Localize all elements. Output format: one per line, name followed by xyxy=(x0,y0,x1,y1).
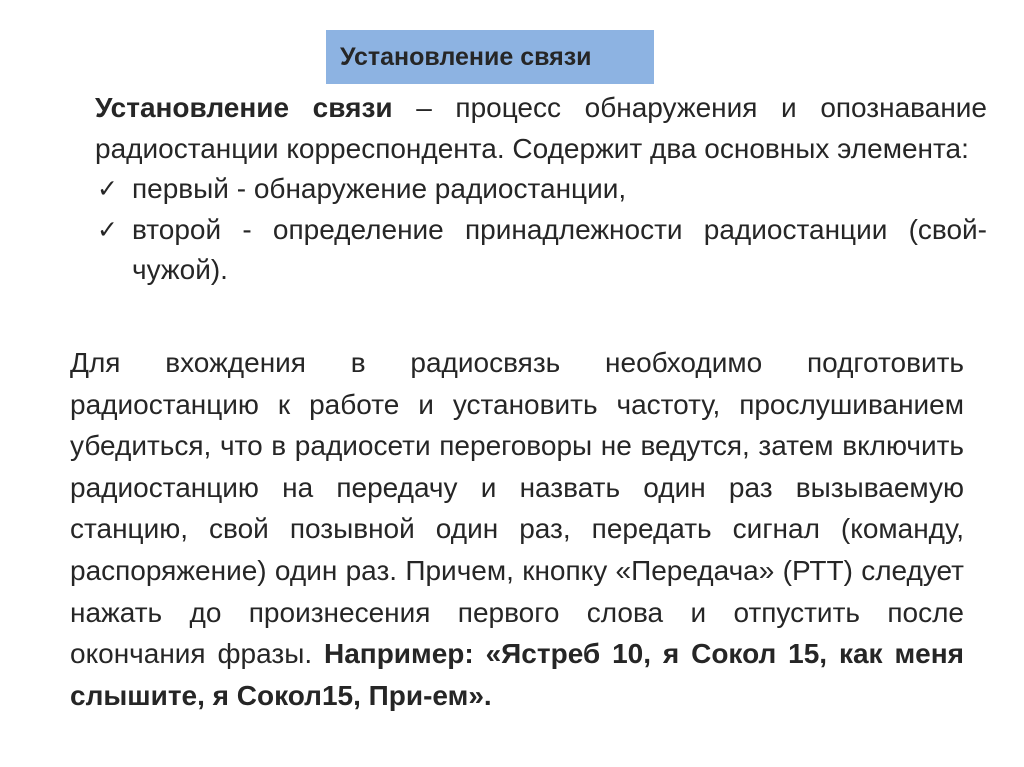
procedure-example: Например: «Ястреб 10, я Сокол 15, как меня слышите, я Сокол15, При-ем». xyxy=(70,638,964,711)
procedure-paragraph xyxy=(70,342,964,716)
list-item xyxy=(95,169,987,210)
check-icon: ✓ xyxy=(97,174,118,203)
list-item-text: второй - определение принадлежности радиостанции (свой-чужой). xyxy=(132,213,987,285)
check-icon: ✓ xyxy=(97,214,118,244)
procedure-text: Для вхождения в радиосвязь необходимо подготовить радиостанцию к работе и установить частоту, прослушиванием убедиться, что в радиосети переговоры не ведутся, затем включить радиостанцию на передачу и назвать один раз вызываемую станцию, свой позывной один раз, передать сигнал (команду, распоряжение) один раз. Причем, кнопку «Передача» (РТТ) следует нажать до произнесения первого слова и отпустить после окончания фразы. xyxy=(70,347,964,670)
slide-title: Установление связи xyxy=(326,30,654,84)
elements-list xyxy=(95,169,987,291)
list-item-text: первый - обнаружение радиостанции, xyxy=(132,173,627,204)
list-item xyxy=(95,210,987,291)
definition-term: Установление связи xyxy=(95,92,393,123)
definition-block xyxy=(95,88,987,291)
definition-text: – процесс обнаружения и опознавание радиостанции корреспондента. Содержит два основных элемента: xyxy=(95,92,987,164)
definition-paragraph xyxy=(95,88,987,169)
